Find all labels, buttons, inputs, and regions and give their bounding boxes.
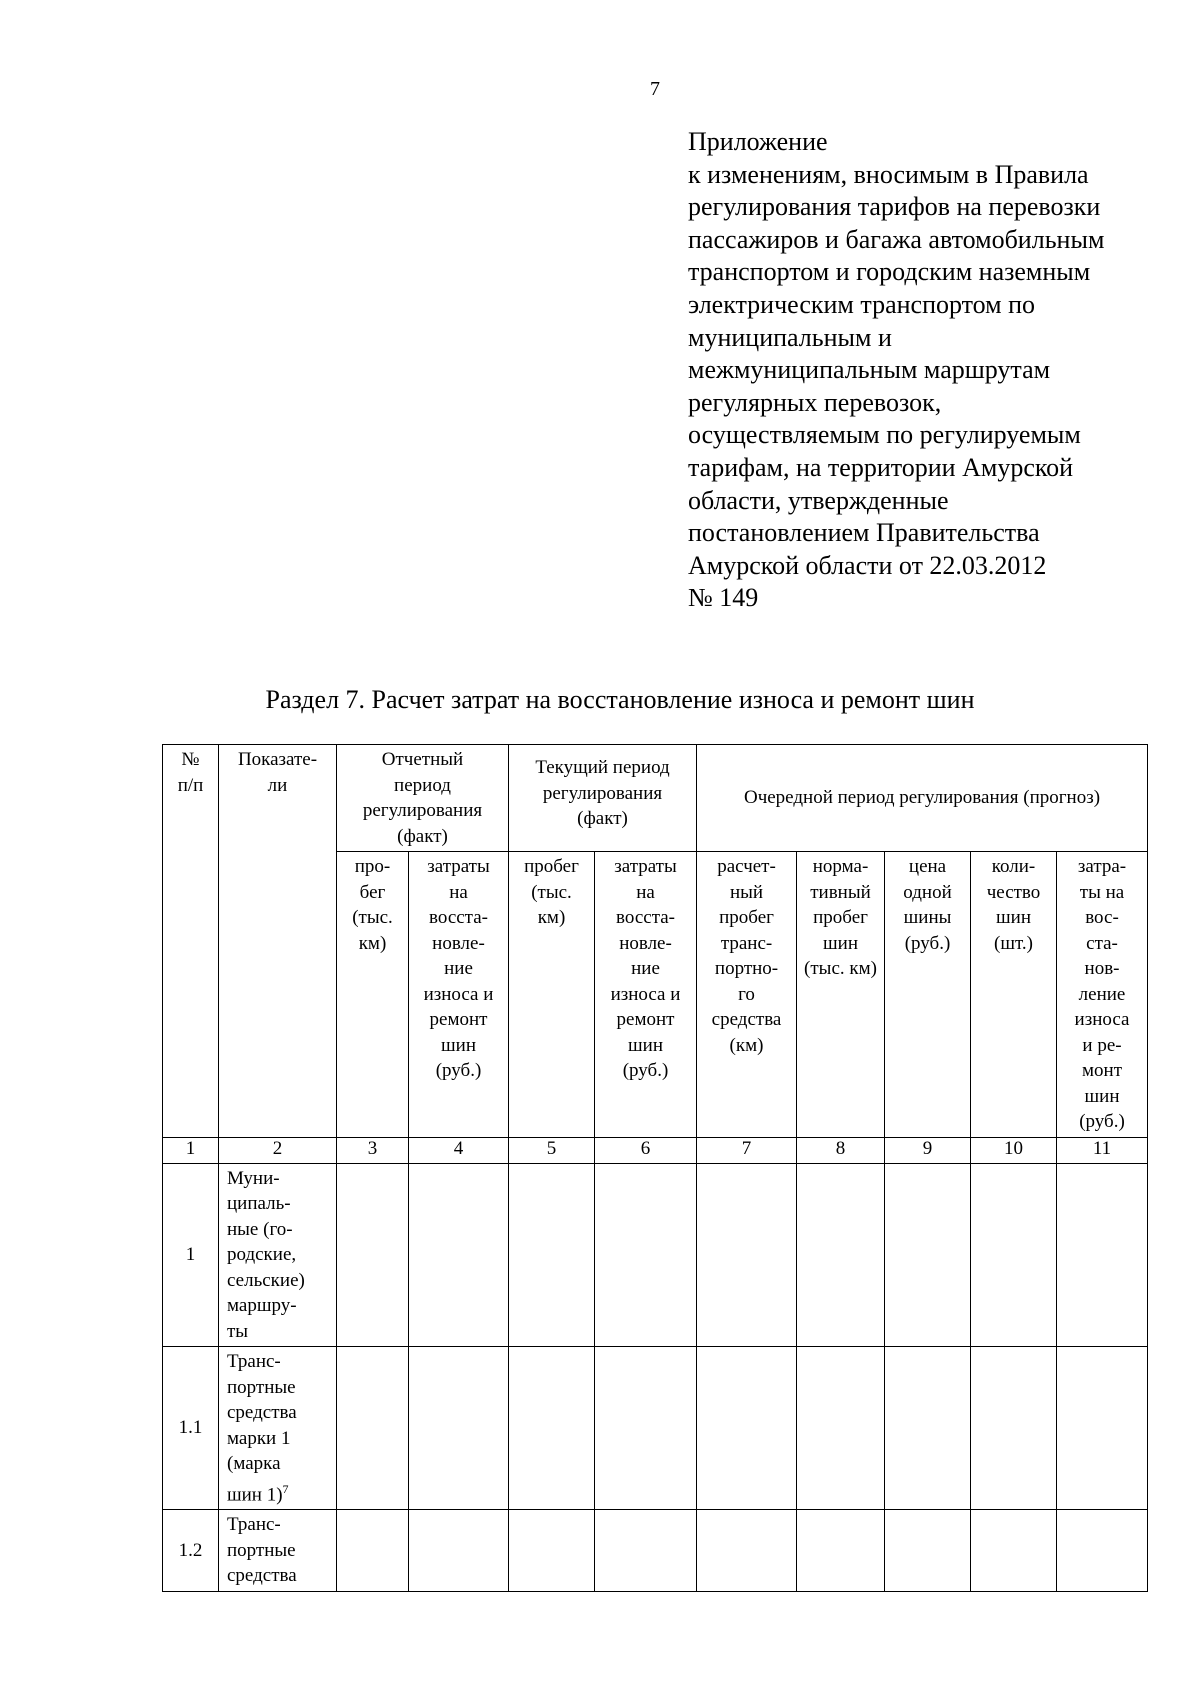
column-number: 8 [797,1137,885,1163]
table-cell[interactable] [697,1347,797,1510]
table-cell[interactable] [509,1347,595,1510]
table-cell[interactable] [1057,1163,1148,1347]
column-number: 6 [595,1137,697,1163]
table-row [163,1163,1148,1347]
footnote-marker: 7 [282,1481,289,1496]
table-cell[interactable] [509,1163,595,1347]
subheader-cell: затра- ты на вос- ста- нов- ление износа и ре- монт шин (руб.) [1057,852,1148,1138]
column-number: 10 [971,1137,1057,1163]
table-cell[interactable] [509,1510,595,1592]
table-cell[interactable] [595,1347,697,1510]
row-number: 1.2 [163,1510,219,1592]
table-cell[interactable] [409,1163,509,1347]
table-row [163,1510,1148,1592]
subheader-cell: расчет- ный пробег транс- портно- го средства (км) [697,852,797,1138]
column-number: 5 [509,1137,595,1163]
appendix-block [688,126,1168,615]
table-cell[interactable] [337,1163,409,1347]
subheader-cell: цена одной шины (руб.) [885,852,971,1138]
appendix-line: тарифам, на территории Амурской [688,452,1074,482]
row-number: 1.1 [163,1347,219,1510]
appendix-line: № 149 [688,583,759,613]
table-cell[interactable] [885,1163,971,1347]
header-indicator: Показате- ли [219,745,337,1138]
appendix-line: пассажиров и багажа автомобильным [688,224,1105,254]
appendix-line: к изменениям, вносимым в Правила [688,159,1089,189]
table-cell[interactable] [797,1347,885,1510]
column-number: 11 [1057,1137,1148,1163]
appendix-line: электрическим транспортом по [688,289,1036,319]
subheader-cell: затраты на восста- новле- ние износа и ремонт шин (руб.) [409,852,509,1138]
tire-costs-table [162,744,1148,1592]
section-title: Раздел 7. Расчет затрат на восстановление износа и ремонт шин [265,685,975,714]
table-cell[interactable] [971,1347,1057,1510]
subheader-cell: затраты на восста- новле- ние износа и ремонт шин (руб.) [595,852,697,1138]
row-indicator: Транс- портные средства [219,1510,337,1592]
column-number: 1 [163,1137,219,1163]
table-cell[interactable] [885,1510,971,1592]
subheader-cell: про- бег (тыс. км) [337,852,409,1138]
row-number: 1 [163,1163,219,1347]
header-reporting-period: Отчетный период регулирования (факт) [337,745,509,852]
table-cell[interactable] [409,1347,509,1510]
row-indicator [219,1347,337,1510]
table-cell[interactable] [595,1163,697,1347]
appendix-line: постановлением Правительства [688,518,1040,548]
header-next-period: Очередной период регулирования (прогноз) [697,745,1148,852]
column-number: 3 [337,1137,409,1163]
subheader-cell: норма- тивный пробег шин (тыс. км) [797,852,885,1138]
table-cell[interactable] [797,1163,885,1347]
subheader-cell: коли- чество шин (шт.) [971,852,1057,1138]
appendix-line: регулярных перевозок, [688,387,942,417]
row-indicator-text: Транс- портные средства марки 1 (марка шин 1) [227,1351,297,1505]
column-number: 7 [697,1137,797,1163]
table-cell[interactable] [1057,1510,1148,1592]
appendix-line: Приложение [688,127,828,156]
appendix-line: муниципальным и [688,322,892,352]
table-row [163,1347,1148,1510]
appendix-line: области, утвержденные [688,485,949,515]
column-number: 4 [409,1137,509,1163]
column-number: 9 [885,1137,971,1163]
table-cell[interactable] [697,1510,797,1592]
table-cell[interactable] [337,1510,409,1592]
page-number: 7 [650,78,660,100]
header-num: № п/п [163,745,219,1138]
subheader-cell: пробег (тыс. км) [509,852,595,1138]
appendix-line: межмуниципальным маршрутам [688,355,1051,385]
header-current-period: Текущий период регулирования (факт) [509,745,697,852]
table-cell[interactable] [797,1510,885,1592]
table-cell[interactable] [595,1510,697,1592]
row-indicator: Муни- ципаль- ные (го- родские, сельские) маршру- ты [219,1163,337,1347]
appendix-line: осуществляемым по регулируемым [688,420,1081,450]
appendix-line: регулирования тарифов на перевозки [688,192,1101,222]
table-cell[interactable] [971,1163,1057,1347]
appendix-line: Амурской области от 22.03.2012 [688,550,1047,580]
table-cell[interactable] [1057,1347,1148,1510]
appendix-line: транспортом и городским наземным [688,257,1091,287]
table-cell[interactable] [337,1347,409,1510]
column-number: 2 [219,1137,337,1163]
table-cell[interactable] [697,1163,797,1347]
table-cell[interactable] [409,1510,509,1592]
table-cell[interactable] [971,1510,1057,1592]
table-cell[interactable] [885,1347,971,1510]
